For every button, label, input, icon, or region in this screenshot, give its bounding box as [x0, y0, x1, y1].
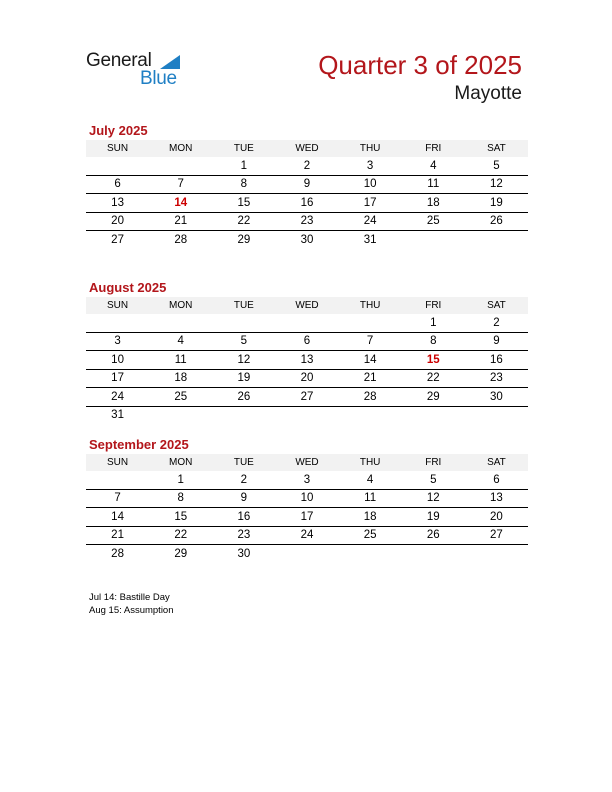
day-cell: 14: [86, 508, 149, 527]
day-cell: 28: [339, 388, 402, 407]
day-cell: 22: [402, 369, 465, 388]
day-cell: 22: [212, 212, 275, 231]
day-cell: 9: [465, 332, 528, 351]
day-cell: 12: [402, 489, 465, 508]
week-row: [86, 212, 528, 231]
empty-day-cell: [465, 231, 528, 249]
day-cell: 7: [339, 332, 402, 351]
day-cell: 26: [212, 388, 275, 407]
day-cell: 17: [86, 369, 149, 388]
day-cell: 17: [339, 194, 402, 213]
calendar-grid: [86, 140, 528, 249]
day-cell: 18: [402, 194, 465, 213]
day-cell: 29: [237, 233, 251, 246]
day-cell: 10: [86, 351, 149, 370]
day-cell: 2: [275, 157, 338, 175]
day-cell: 26: [402, 526, 465, 545]
day-cell: 3: [86, 332, 149, 351]
day-cell: 26: [465, 212, 528, 231]
week-row: [86, 526, 528, 545]
empty-day-cell: [86, 157, 149, 175]
weekday-label: THU: [339, 454, 402, 471]
week-row: [86, 332, 528, 351]
weekday-label: FRI: [402, 297, 465, 314]
day-cell: 6: [86, 175, 149, 194]
holiday-notes: [89, 591, 174, 617]
empty-day-cell: [212, 406, 275, 424]
day-cell: 27: [275, 388, 338, 407]
weekday-label: THU: [339, 140, 402, 157]
week-row: [86, 388, 528, 407]
day-cell: 30: [237, 547, 251, 560]
day-cell: 1: [149, 471, 212, 489]
day-cell: 25: [339, 526, 402, 545]
holiday-note: Aug 15: Assumption: [89, 605, 174, 616]
empty-day-cell: [149, 314, 212, 332]
week-row: [86, 508, 528, 527]
day-cell: 13: [86, 194, 149, 213]
empty-day-cell: [275, 314, 338, 332]
day-cell: 11: [149, 351, 212, 370]
day-cell: 14: [339, 351, 402, 370]
day-cell: 7: [149, 175, 212, 194]
empty-day-cell: [465, 406, 528, 424]
day-cell: 9: [212, 489, 275, 508]
empty-day-cell: [339, 314, 402, 332]
weekday-label: WED: [275, 140, 338, 157]
weekday-label: WED: [275, 454, 338, 471]
day-cell: 24: [275, 526, 338, 545]
day-cell: 9: [275, 175, 338, 194]
day-cell: 19: [402, 508, 465, 527]
empty-day-cell: [402, 231, 465, 249]
page-title: Quarter 3 of 2025: [318, 50, 522, 80]
day-cell: 14: [149, 194, 212, 213]
weekday-label: SUN: [86, 454, 149, 471]
country-name: Mayotte: [454, 83, 522, 104]
day-cell: 16: [465, 351, 528, 370]
day-cell: 11: [402, 175, 465, 194]
day-cell: 12: [212, 351, 275, 370]
day-cell: 15: [402, 351, 465, 370]
weekday-label: TUE: [212, 297, 275, 314]
weekday-header-row: [86, 297, 528, 314]
day-cell: 23: [275, 212, 338, 231]
weekday-label: THU: [339, 297, 402, 314]
day-cell: 21: [149, 212, 212, 231]
day-cell: 25: [149, 388, 212, 407]
day-cell: 8: [212, 175, 275, 194]
day-cell: 7: [86, 489, 149, 508]
calendar-grid: [86, 454, 528, 563]
weekday-header-row: [86, 140, 528, 157]
day-cell: 2: [465, 314, 528, 332]
logo-triangle-icon: [160, 55, 180, 69]
day-cell: 29: [402, 388, 465, 407]
day-cell: 31: [363, 233, 377, 246]
day-cell: 11: [339, 489, 402, 508]
month-title: July 2025: [89, 123, 148, 138]
weekday-label: MON: [149, 140, 212, 157]
weekday-label: SUN: [86, 140, 149, 157]
day-cell: 30: [300, 233, 314, 246]
empty-day-cell: [275, 406, 338, 424]
month-calendar: [86, 122, 528, 249]
empty-day-cell: [402, 545, 465, 563]
day-cell: 4: [402, 157, 465, 175]
day-cell: 16: [212, 508, 275, 527]
month-calendar: [86, 279, 528, 424]
month-title: August 2025: [89, 280, 167, 295]
weekday-label: TUE: [212, 454, 275, 471]
day-cell: 20: [275, 369, 338, 388]
weekday-label: MON: [149, 454, 212, 471]
week-row: [86, 231, 528, 249]
day-cell: 31: [111, 409, 124, 422]
week-row: [86, 175, 528, 194]
week-row: [86, 545, 528, 563]
day-cell: 28: [111, 547, 124, 560]
day-cell: 23: [212, 526, 275, 545]
day-cell: 19: [212, 369, 275, 388]
day-cell: 4: [339, 471, 402, 489]
weekday-label: SUN: [86, 297, 149, 314]
day-cell: 13: [465, 489, 528, 508]
day-cell: 18: [149, 369, 212, 388]
day-cell: 3: [339, 157, 402, 175]
weekday-label: FRI: [402, 454, 465, 471]
week-row: [86, 194, 528, 213]
day-cell: 6: [465, 471, 528, 489]
day-cell: 12: [465, 175, 528, 194]
day-cell: 5: [212, 332, 275, 351]
empty-day-cell: [402, 406, 465, 424]
weekday-header-row: [86, 454, 528, 471]
day-cell: 20: [86, 212, 149, 231]
logo-text-general: General: [86, 50, 152, 71]
week-row: [86, 157, 528, 175]
day-cell: 16: [275, 194, 338, 213]
weekday-label: WED: [275, 297, 338, 314]
day-cell: 4: [149, 332, 212, 351]
day-cell: 17: [275, 508, 338, 527]
day-cell: 6: [275, 332, 338, 351]
day-cell: 21: [339, 369, 402, 388]
day-cell: 8: [149, 489, 212, 508]
day-cell: 27: [111, 233, 124, 246]
empty-day-cell: [149, 406, 212, 424]
logo: [86, 50, 196, 90]
day-cell: 25: [402, 212, 465, 231]
day-cell: 29: [174, 547, 188, 560]
day-cell: 30: [465, 388, 528, 407]
weekday-label: SAT: [465, 454, 528, 471]
day-cell: 5: [402, 471, 465, 489]
weekday-label: SAT: [465, 140, 528, 157]
day-cell: 15: [149, 508, 212, 527]
day-cell: 1: [402, 314, 465, 332]
month-title: September 2025: [89, 437, 189, 452]
weekday-label: MON: [149, 297, 212, 314]
empty-day-cell: [275, 545, 338, 563]
week-row: [86, 369, 528, 388]
empty-day-cell: [86, 471, 149, 489]
empty-day-cell: [465, 545, 528, 563]
weekday-label: TUE: [212, 140, 275, 157]
weekday-label: FRI: [402, 140, 465, 157]
day-cell: 23: [465, 369, 528, 388]
day-cell: 5: [465, 157, 528, 175]
week-row: [86, 489, 528, 508]
day-cell: 20: [465, 508, 528, 527]
day-cell: 10: [275, 489, 338, 508]
empty-day-cell: [86, 314, 149, 332]
calendar-grid: [86, 297, 528, 424]
empty-day-cell: [339, 545, 402, 563]
week-row: [86, 406, 528, 424]
day-cell: 13: [275, 351, 338, 370]
day-cell: 2: [212, 471, 275, 489]
weekday-label: SAT: [465, 297, 528, 314]
day-cell: 22: [149, 526, 212, 545]
day-cell: 8: [402, 332, 465, 351]
week-row: [86, 314, 528, 332]
day-cell: 27: [465, 526, 528, 545]
empty-day-cell: [212, 314, 275, 332]
day-cell: 18: [339, 508, 402, 527]
day-cell: 10: [339, 175, 402, 194]
day-cell: 19: [465, 194, 528, 213]
day-cell: 15: [212, 194, 275, 213]
day-cell: 24: [86, 388, 149, 407]
holiday-note: Jul 14: Bastille Day: [89, 592, 170, 603]
day-cell: 21: [86, 526, 149, 545]
week-row: [86, 471, 528, 489]
day-cell: 28: [174, 233, 188, 246]
day-cell: 1: [212, 157, 275, 175]
empty-day-cell: [149, 157, 212, 175]
day-cell: 3: [275, 471, 338, 489]
month-calendar: [86, 436, 528, 563]
day-cell: 24: [339, 212, 402, 231]
empty-day-cell: [339, 406, 402, 424]
logo-text-blue: Blue: [140, 68, 177, 89]
week-row: [86, 351, 528, 370]
